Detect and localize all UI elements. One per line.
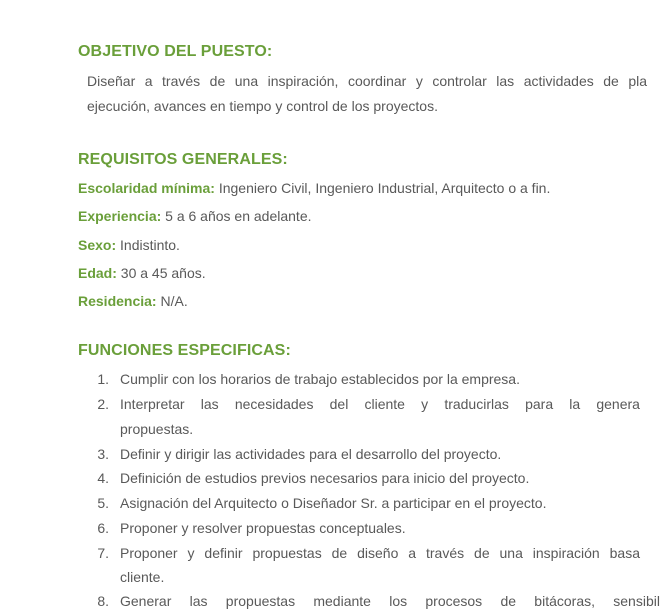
requisito-value: 30 a 45 años. bbox=[116, 265, 206, 281]
requisito-edad bbox=[78, 265, 206, 281]
word: y bbox=[421, 396, 429, 412]
list-item-continuation: propuestas. bbox=[120, 421, 194, 437]
word: pla bbox=[628, 73, 647, 89]
word: la bbox=[569, 396, 581, 412]
word: a bbox=[144, 73, 153, 89]
objetivo-text-line-2: ejecución, avances en tiempo y control de los proyectos. bbox=[87, 98, 438, 114]
word: de bbox=[603, 73, 619, 89]
word: Diseñar bbox=[87, 73, 136, 89]
list-item-number: 3. bbox=[97, 446, 109, 462]
list-item-text: Asignación del Arquitecto o Diseñador Sr. a participar en el proyecto. bbox=[120, 495, 547, 511]
list-item-number: 4. bbox=[97, 470, 109, 486]
word: propuestas bbox=[225, 593, 296, 609]
word: basa bbox=[609, 545, 640, 561]
list-item-text bbox=[120, 545, 640, 561]
word: Interpretar bbox=[120, 396, 185, 412]
word: para bbox=[525, 396, 554, 412]
requisito-label: Residencia: bbox=[78, 293, 157, 309]
list-item-number: 1. bbox=[97, 371, 109, 387]
word: y bbox=[187, 545, 195, 561]
requisito-label: Sexo: bbox=[78, 237, 117, 253]
word: cliente bbox=[364, 396, 405, 412]
list-item-text: Cumplir con los horarios de trabajo establecidos por la empresa. bbox=[120, 371, 520, 387]
word: Generar bbox=[120, 593, 172, 609]
requisito-escolaridad bbox=[78, 180, 550, 196]
objetivo-text-line-1 bbox=[87, 73, 647, 89]
word: Proponer bbox=[120, 545, 178, 561]
requisito-experiencia bbox=[78, 208, 312, 224]
funciones-heading: FUNCIONES ESPECIFICAS: bbox=[78, 342, 291, 359]
word: una bbox=[234, 73, 259, 89]
word: coordinar bbox=[347, 73, 407, 89]
requisito-value: N/A. bbox=[156, 293, 188, 309]
list-item-text bbox=[120, 593, 660, 609]
word: propuestas bbox=[252, 545, 322, 561]
word: genera bbox=[596, 396, 640, 412]
word: de bbox=[331, 545, 348, 561]
requisito-value: Indistinto. bbox=[116, 237, 180, 253]
requisito-label: Escolaridad mínima: bbox=[78, 180, 215, 196]
word: través bbox=[162, 73, 201, 89]
list-item-number: 2. bbox=[97, 396, 109, 412]
requisito-sexo bbox=[78, 237, 180, 253]
word: bitácoras, bbox=[534, 593, 595, 609]
word: las bbox=[496, 73, 515, 89]
word: de bbox=[500, 593, 517, 609]
word: de bbox=[474, 545, 490, 561]
list-item-text: Definir y dirigir las actividades para el desarrollo del proyecto. bbox=[120, 446, 502, 462]
requisito-label: Edad: bbox=[78, 265, 117, 281]
list-item-number: 8. bbox=[97, 593, 109, 609]
word: traducirlas bbox=[444, 396, 509, 412]
word: diseño bbox=[357, 545, 399, 561]
requisito-value: 5 a 6 años en adelante. bbox=[161, 208, 312, 224]
word: a bbox=[408, 545, 417, 561]
word: las bbox=[189, 593, 208, 609]
word: través bbox=[426, 545, 465, 561]
word: definir bbox=[204, 545, 243, 561]
list-item-text: Proponer y resolver propuestas conceptuales. bbox=[120, 520, 406, 536]
requisito-label: Experiencia: bbox=[78, 208, 162, 224]
word: inspiración, bbox=[267, 73, 339, 89]
list-item-text: Definición de estudios previos necesarios para inicio del proyecto. bbox=[120, 470, 530, 486]
requisitos-heading: REQUISITOS GENERALES: bbox=[78, 151, 288, 168]
list-item-number: 7. bbox=[97, 545, 109, 561]
word: del bbox=[329, 396, 349, 412]
word: inspiración bbox=[532, 545, 600, 561]
word: sensibil bbox=[613, 593, 660, 609]
word: controlar bbox=[432, 73, 487, 89]
word: las bbox=[200, 396, 219, 412]
requisito-residencia bbox=[78, 293, 188, 309]
word: procesos bbox=[425, 593, 483, 609]
requisito-value: Ingeniero Civil, Ingeniero Industrial, Arquitecto o a fin. bbox=[214, 180, 551, 196]
word: actividades bbox=[523, 73, 594, 89]
word: y bbox=[415, 73, 423, 89]
word: una bbox=[499, 545, 523, 561]
list-item-text bbox=[120, 396, 640, 412]
list-item-continuation: cliente. bbox=[120, 569, 165, 585]
list-item-number: 5. bbox=[97, 495, 109, 511]
objetivo-heading: OBJETIVO DEL PUESTO: bbox=[78, 43, 273, 60]
word: de bbox=[209, 73, 226, 89]
word: mediante bbox=[313, 593, 371, 609]
word: necesidades bbox=[234, 396, 314, 412]
word: los bbox=[389, 593, 408, 609]
list-item-number: 6. bbox=[97, 520, 109, 536]
